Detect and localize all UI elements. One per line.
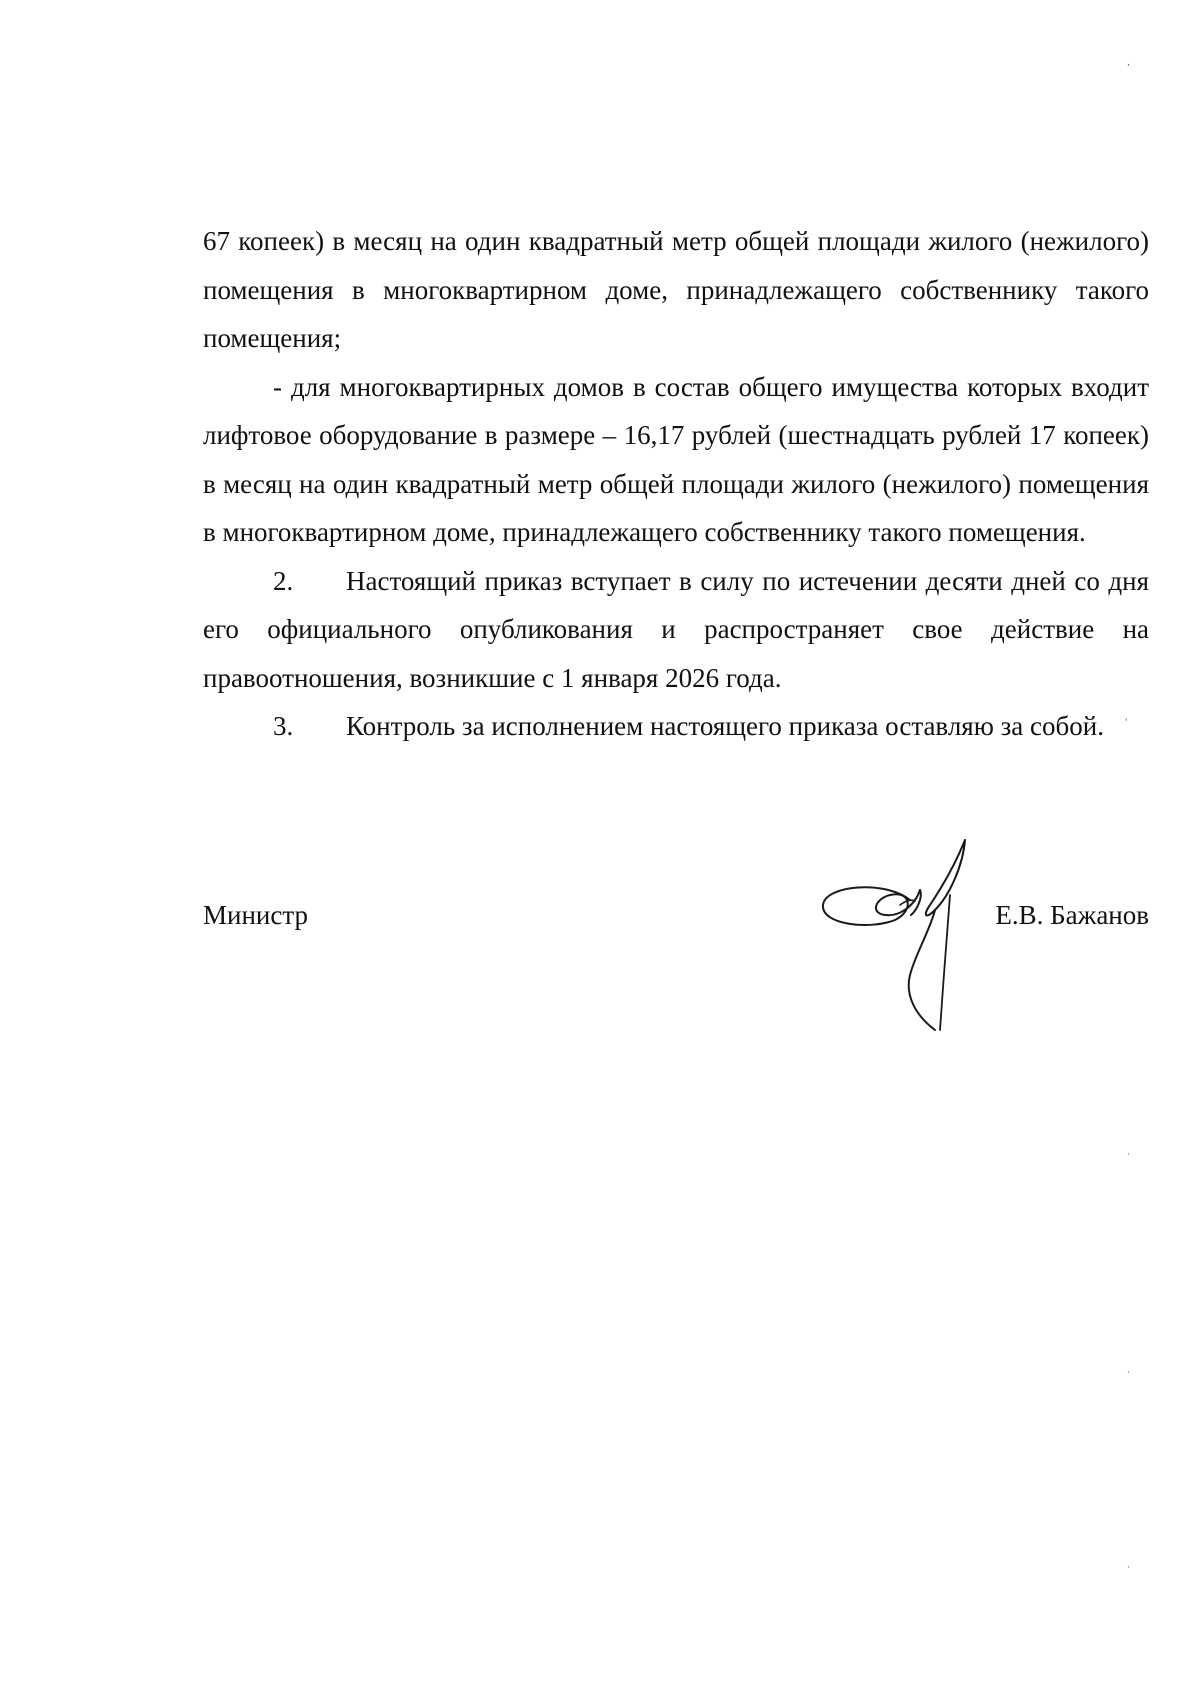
clause-number: 2. — [273, 565, 294, 596]
clause-3 — [203, 702, 1149, 751]
clause-2 — [203, 557, 1149, 703]
paragraph-text: - для многоквартирных домов в состав общего имущества которых входит лифтовое оборудование в размере – 16,17 рублей (шестнадцать рублей 17 копеек) в месяц на один квадратный метр общей площади жилого (нежилого) помещения в многоквартирном доме, принадлежащего собственнику такого помещения. — [203, 371, 1149, 547]
scan-artifact: · — [1127, 1368, 1130, 1378]
handwritten-signature — [815, 835, 985, 1035]
clause-text: Контроль за исполнением настоящего приказа оставляю за собой. — [346, 711, 1104, 741]
scan-artifact: · — [1127, 1150, 1130, 1160]
scan-artifact: · — [1127, 1563, 1130, 1573]
document-body — [203, 217, 1149, 751]
position-title: Министр — [203, 900, 308, 930]
paragraph-elevator-tariff — [203, 363, 1149, 557]
clause-number: 3. — [273, 711, 294, 741]
paragraph-text: 67 копеек) в месяц на один квадратный метр общей площади жилого (нежилого) помещения в многоквартирном доме, принадлежащего собственнику такого помещения; — [203, 226, 1149, 353]
clause-text: Настоящий приказ вступает в силу по истечении десяти дней со дня его официального опубликования и распространяет свое действие на правоотношения, возникшие с 1 января 2026 года. — [203, 565, 1149, 693]
signature-block — [203, 900, 1149, 960]
scan-artifact: ' — [1125, 718, 1128, 728]
scan-artifact: , — [1127, 58, 1130, 68]
paragraph-tariff-continuation — [203, 217, 1149, 363]
signer-name: Е.В. Бажанов — [995, 900, 1149, 930]
